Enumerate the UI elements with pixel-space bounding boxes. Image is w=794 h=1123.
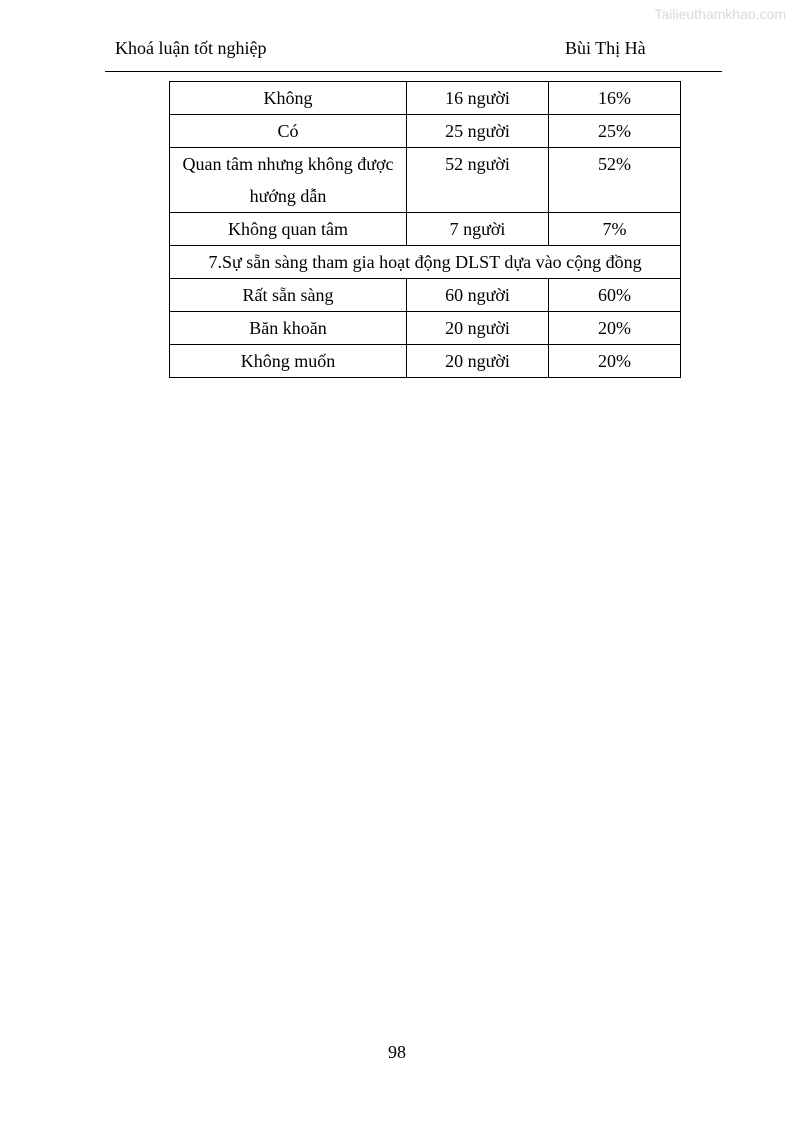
table-row	[170, 345, 681, 378]
header-title: Khoá luận tốt nghiệp	[115, 38, 267, 58]
row-label: Băn khoăn	[170, 312, 407, 345]
row-count: 20 người	[407, 345, 549, 378]
section-row	[170, 246, 681, 279]
header-divider	[105, 71, 722, 72]
row-percent: 60%	[549, 279, 681, 312]
header-author: Bùi Thị Hà	[565, 38, 646, 58]
row-percent: 25%	[549, 115, 681, 148]
table-row	[170, 82, 681, 115]
row-label: Không quan tâm	[170, 213, 407, 246]
row-percent: 7%	[549, 213, 681, 246]
table-row	[170, 115, 681, 148]
survey-table	[169, 81, 681, 378]
row-count: 7 người	[407, 213, 549, 246]
page-number: 98	[388, 1042, 406, 1062]
row-label: Có	[170, 115, 407, 148]
table-row	[170, 148, 681, 213]
row-count: 25 người	[407, 115, 549, 148]
row-count: 20 người	[407, 312, 549, 345]
table-row	[170, 213, 681, 246]
row-percent: 20%	[549, 312, 681, 345]
row-percent: 52%	[549, 148, 681, 213]
watermark: Tailieuthamkhao.com	[654, 6, 786, 22]
row-count: 60 người	[407, 279, 549, 312]
table-row	[170, 312, 681, 345]
row-label: Không muốn	[170, 345, 407, 378]
row-label: Không	[170, 82, 407, 115]
row-label: Rất sẵn sàng	[170, 279, 407, 312]
row-percent: 16%	[549, 82, 681, 115]
table-row	[170, 279, 681, 312]
row-count: 52 người	[407, 148, 549, 213]
row-count: 16 người	[407, 82, 549, 115]
section-title: 7.Sự sẵn sàng tham gia hoạt động DLST dựa vào cộng đồng	[170, 246, 681, 279]
row-percent: 20%	[549, 345, 681, 378]
row-label: Quan tâm nhưng không được hướng dẫn	[170, 148, 407, 213]
